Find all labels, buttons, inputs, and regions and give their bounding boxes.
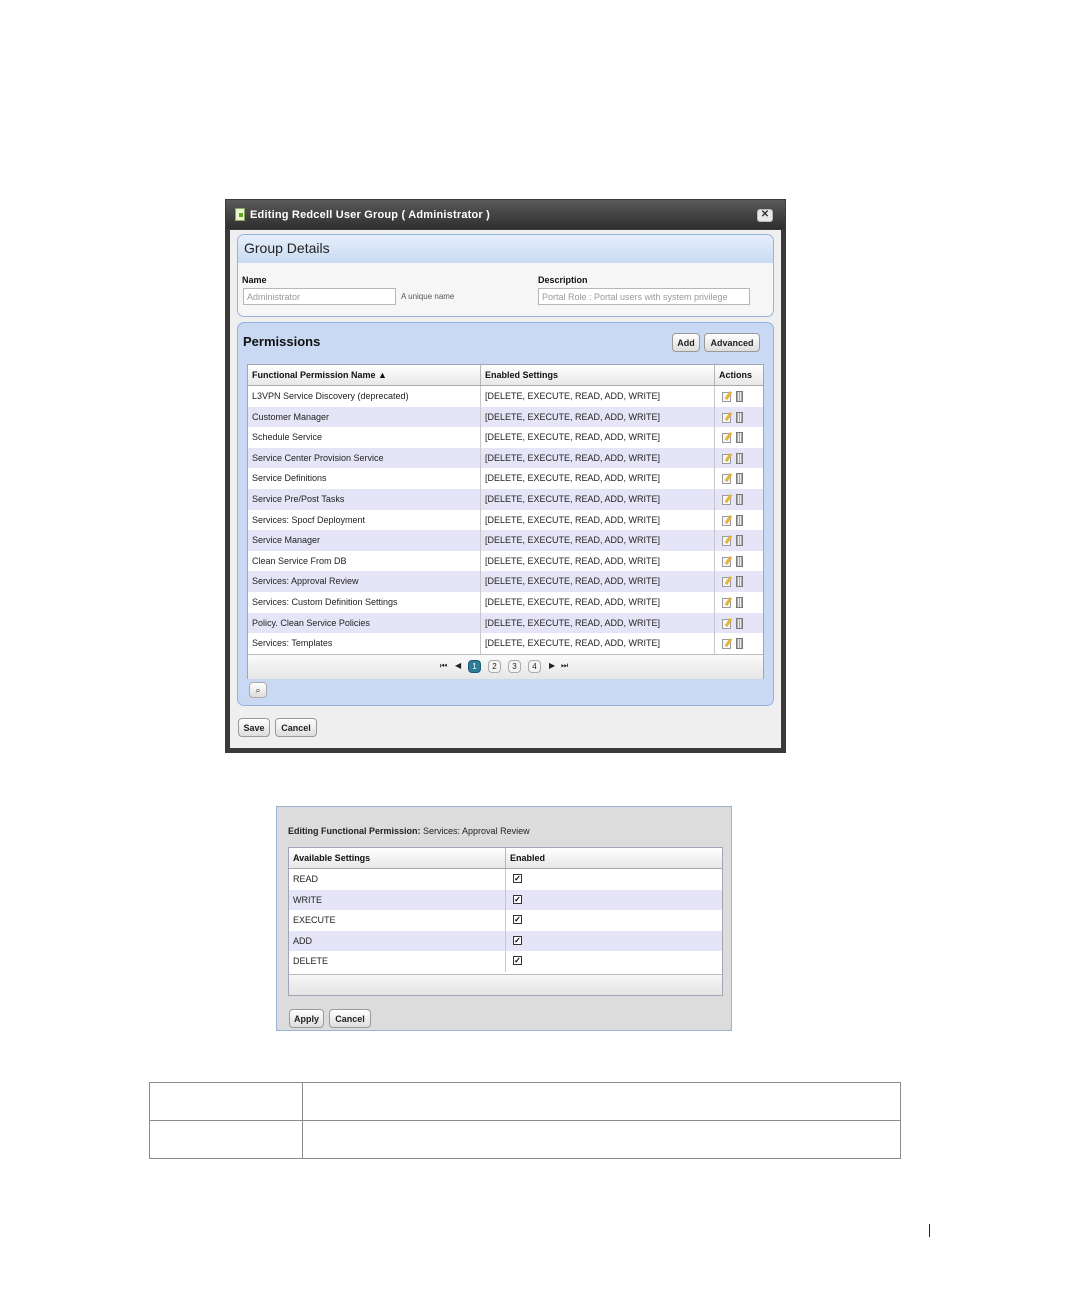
permission-name-cell: Services: Approval Review — [248, 571, 481, 592]
setting-name-cell: READ — [289, 869, 506, 890]
table-column-divider — [302, 1083, 303, 1158]
actions-cell — [715, 551, 763, 572]
functional-permission-title — [288, 826, 530, 836]
dialog-titlebar — [226, 200, 785, 229]
permission-name-cell: Services: Custom Definition Settings — [248, 592, 481, 613]
actions-cell — [715, 407, 763, 428]
page-2-button[interactable]: 2 — [488, 660, 501, 673]
permission-name-cell: Policy. Clean Service Policies — [248, 613, 481, 634]
enabled-settings-cell: [DELETE, EXECUTE, READ, ADD, WRITE] — [481, 551, 715, 572]
edit-icon[interactable] — [722, 577, 731, 587]
permissions-title: Permissions — [243, 334, 321, 349]
edit-icon[interactable] — [722, 598, 731, 608]
add-button[interactable]: Add — [672, 333, 700, 352]
pager — [248, 654, 763, 679]
page-1-button[interactable]: 1 — [468, 660, 481, 673]
enabled-settings-cell: [DELETE, EXECUTE, READ, ADD, WRITE] — [481, 468, 715, 489]
permission-name-cell: Clean Service From DB — [248, 551, 481, 572]
page-margin-mark — [929, 1224, 930, 1237]
table-row[interactable] — [248, 407, 763, 428]
actions-cell — [715, 386, 763, 407]
enabled-settings-cell: [DELETE, EXECUTE, READ, ADD, WRITE] — [481, 592, 715, 613]
edit-icon[interactable] — [722, 557, 731, 567]
column-header-settings[interactable]: Enabled Settings — [481, 365, 715, 385]
cancel-button-2[interactable]: Cancel — [329, 1009, 371, 1028]
edit-icon[interactable] — [722, 433, 731, 443]
delete-icon[interactable] — [736, 597, 743, 608]
delete-icon[interactable] — [736, 412, 743, 423]
table-row[interactable] — [248, 468, 763, 489]
column-header-name[interactable]: Functional Permission Name ▲ — [248, 365, 481, 385]
enabled-checkbox[interactable]: ✓ — [514, 935, 521, 945]
actions-cell — [715, 592, 763, 613]
edit-icon[interactable] — [722, 392, 731, 402]
actions-cell — [715, 468, 763, 489]
enabled-settings-cell: [DELETE, EXECUTE, READ, ADD, WRITE] — [481, 489, 715, 510]
edit-user-group-dialog — [225, 199, 786, 753]
table-row[interactable] — [289, 869, 722, 890]
enabled-checkbox[interactable]: ✓ — [514, 894, 521, 904]
table-row[interactable] — [289, 951, 722, 972]
permission-name-cell: Service Pre/Post Tasks — [248, 489, 481, 510]
page-4-button[interactable]: 4 — [528, 660, 541, 673]
delete-icon[interactable] — [736, 473, 743, 484]
actions-cell — [715, 571, 763, 592]
table-row[interactable] — [248, 592, 763, 613]
actions-cell — [715, 510, 763, 531]
enabled-settings-cell: [DELETE, EXECUTE, READ, ADD, WRITE] — [481, 448, 715, 469]
page-3-button[interactable]: 3 — [508, 660, 521, 673]
last-page-button[interactable]: ⏭ — [561, 661, 569, 670]
column-header-actions: Actions — [719, 370, 753, 380]
next-page-button[interactable]: ▶ — [549, 661, 556, 670]
delete-icon[interactable] — [736, 638, 743, 649]
table-row-divider — [150, 1120, 900, 1121]
actions-cell — [715, 613, 763, 634]
name-hint: A unique name — [401, 292, 455, 301]
setting-name-cell: EXECUTE — [289, 910, 506, 931]
edit-icon[interactable] — [722, 495, 731, 505]
column-header-available-settings[interactable]: Available Settings — [289, 848, 506, 868]
enabled-settings-cell: [DELETE, EXECUTE, READ, ADD, WRITE] — [481, 427, 715, 448]
title-value: Services: Approval Review — [423, 826, 530, 836]
group-details-header — [238, 235, 773, 263]
enabled-cell — [506, 931, 722, 952]
dialog-title: Editing Redcell User Group ( Administrator ) — [250, 209, 491, 221]
enabled-settings-cell: [DELETE, EXECUTE, READ, ADD, WRITE] — [481, 613, 715, 634]
edit-icon[interactable] — [722, 413, 731, 423]
actions-cell — [715, 633, 763, 654]
description-label: Description — [538, 275, 588, 285]
permissions-panel — [237, 322, 774, 706]
actions-cell — [715, 489, 763, 510]
table-row[interactable] — [248, 633, 763, 654]
enabled-settings-cell: [DELETE, EXECUTE, READ, ADD, WRITE] — [481, 571, 715, 592]
table-row[interactable] — [289, 890, 722, 911]
column-header-enabled[interactable]: Enabled — [510, 853, 546, 863]
permission-name-cell: Services: Spocf Deployment — [248, 510, 481, 531]
cancel-button[interactable]: Cancel — [275, 718, 317, 737]
table-row[interactable] — [248, 386, 763, 407]
edit-icon[interactable] — [722, 474, 731, 484]
permission-name-cell: L3VPN Service Discovery (deprecated) — [248, 386, 481, 407]
permission-name-cell: Schedule Service — [248, 427, 481, 448]
table-row[interactable] — [289, 910, 722, 931]
enabled-cell — [506, 910, 722, 931]
delete-icon[interactable] — [736, 391, 743, 402]
edit-icon[interactable] — [722, 536, 731, 546]
prev-page-button[interactable]: ◀ — [455, 661, 462, 670]
table-row[interactable] — [248, 489, 763, 510]
delete-icon[interactable] — [736, 494, 743, 505]
group-details-title: Group Details — [244, 240, 330, 256]
enabled-settings-cell: [DELETE, EXECUTE, READ, ADD, WRITE] — [481, 510, 715, 531]
table-row[interactable] — [248, 427, 763, 448]
actions-cell — [715, 427, 763, 448]
enabled-settings-cell: [DELETE, EXECUTE, READ, ADD, WRITE] — [481, 633, 715, 654]
enabled-checkbox[interactable]: ✓ — [514, 956, 521, 966]
edit-icon[interactable] — [722, 454, 731, 464]
apply-button[interactable]: Apply — [289, 1009, 324, 1028]
settings-table — [288, 847, 723, 996]
name-field[interactable]: Administrator — [243, 288, 396, 305]
permission-name-cell: Service Definitions — [248, 468, 481, 489]
advanced-button[interactable]: Advanced — [704, 333, 760, 352]
setting-name-cell: WRITE — [289, 890, 506, 911]
delete-icon[interactable] — [736, 556, 743, 567]
delete-icon[interactable] — [736, 618, 743, 629]
table-row[interactable] — [289, 931, 722, 952]
first-page-button[interactable]: ⏮ — [440, 661, 448, 670]
enabled-settings-cell: [DELETE, EXECUTE, READ, ADD, WRITE] — [481, 407, 715, 428]
edit-icon[interactable] — [722, 619, 731, 629]
permission-name-cell: Services: Templates — [248, 633, 481, 654]
group-details-panel — [237, 234, 774, 317]
edit-icon[interactable] — [722, 639, 731, 649]
document-icon — [235, 208, 245, 221]
delete-icon[interactable] — [736, 576, 743, 587]
enabled-checkbox[interactable]: ✓ — [514, 874, 521, 883]
title-prefix: Editing Functional Permission: — [288, 826, 421, 836]
dialog-body — [230, 230, 781, 748]
permission-name-cell: Service Center Provision Service — [248, 448, 481, 469]
settings-table-footer — [289, 974, 722, 995]
enabled-settings-cell: [DELETE, EXECUTE, READ, ADD, WRITE] — [481, 530, 715, 551]
permissions-table — [247, 364, 764, 679]
delete-icon[interactable] — [736, 453, 743, 464]
table-row[interactable] — [248, 613, 763, 634]
permission-name-cell: Service Manager — [248, 530, 481, 551]
actions-cell — [715, 530, 763, 551]
edit-functional-permission-dialog — [276, 806, 732, 1031]
setting-name-cell: ADD — [289, 931, 506, 952]
empty-table — [149, 1082, 901, 1159]
search-icon[interactable]: ⌕ — [249, 682, 267, 698]
delete-icon[interactable] — [736, 432, 743, 443]
enabled-cell — [506, 890, 722, 911]
enabled-cell — [506, 951, 722, 972]
enabled-cell — [506, 869, 722, 890]
edit-icon[interactable] — [722, 516, 731, 526]
table-row[interactable] — [248, 530, 763, 551]
table-row[interactable] — [248, 448, 763, 469]
table-header — [248, 365, 763, 386]
actions-cell — [715, 448, 763, 469]
enabled-checkbox[interactable]: ✓ — [514, 915, 521, 925]
enabled-settings-cell: [DELETE, EXECUTE, READ, ADD, WRITE] — [481, 386, 715, 407]
delete-icon[interactable] — [736, 515, 743, 526]
settings-table-header — [289, 848, 722, 869]
table-row[interactable] — [248, 551, 763, 572]
description-field[interactable]: Portal Role : Portal users with system privilege — [538, 288, 750, 305]
table-row[interactable] — [248, 571, 763, 592]
close-icon[interactable]: ✕ — [757, 209, 773, 222]
delete-icon[interactable] — [736, 535, 743, 546]
permission-name-cell: Customer Manager — [248, 407, 481, 428]
save-button[interactable]: Save — [238, 718, 270, 737]
table-row[interactable] — [248, 510, 763, 531]
name-label: Name — [242, 275, 267, 285]
setting-name-cell: DELETE — [289, 951, 506, 972]
